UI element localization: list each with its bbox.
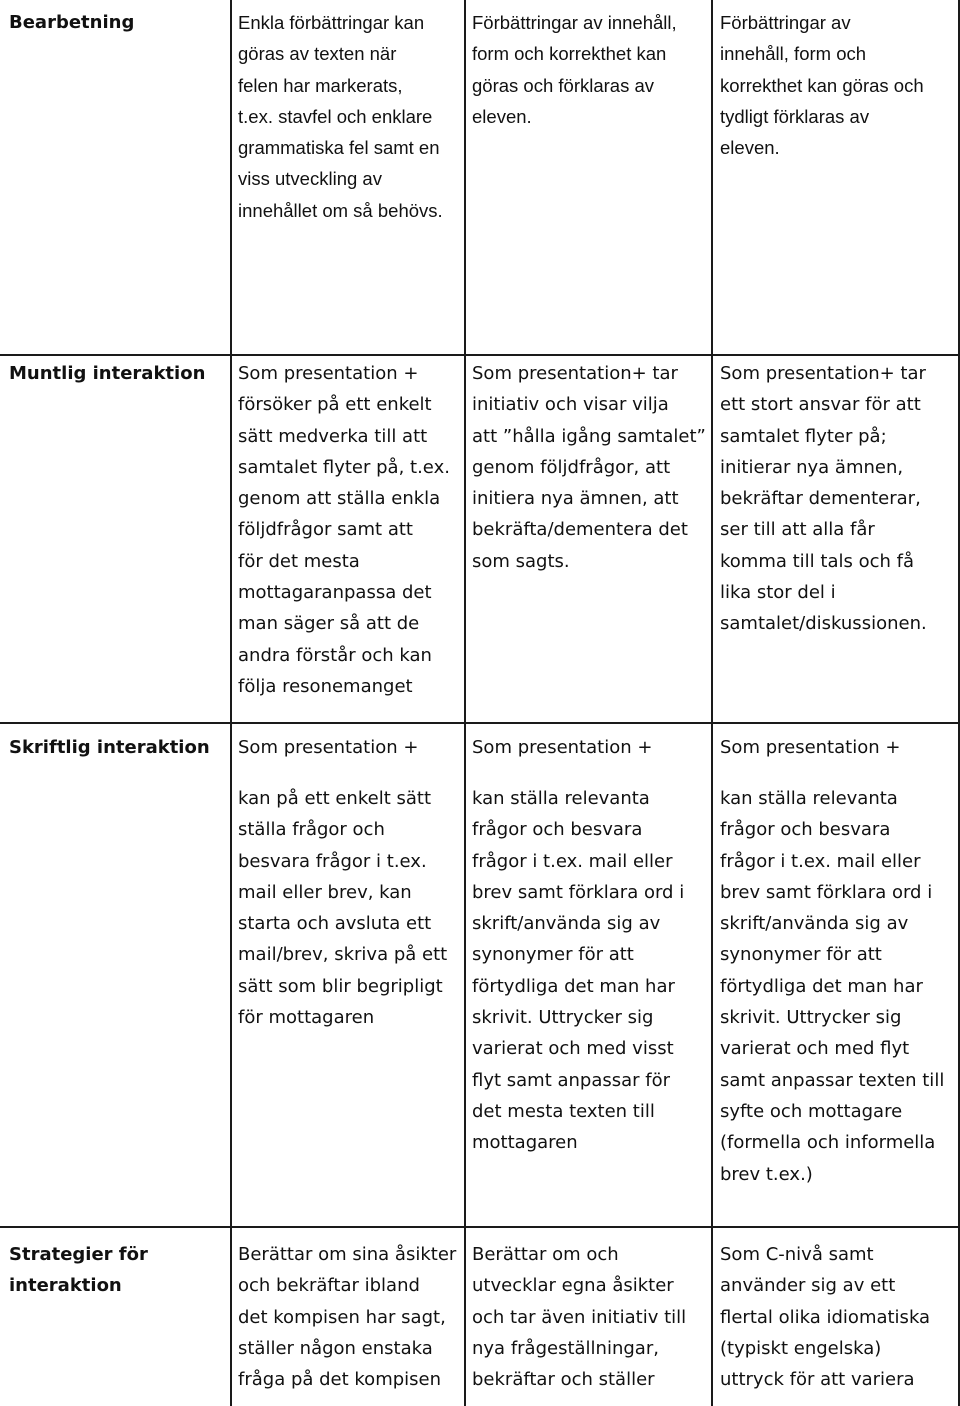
row-label-bearbetning: Bearbetning (9, 12, 135, 33)
table-cell: Som presentation + (238, 737, 419, 758)
table-cell: Som presentation+ tar ett stort ansvar för att samtalet flyter på; initierar nya ämnen, bekräftar dementerar, ser till att alla får komma till tals och få lika stor del i samtalet/diskussionen. (720, 363, 927, 635)
table-cell: kan ställa relevanta frågor och besvara frågor i t.ex. mail eller brev samt förklara ord i skrift/använda sig av synonymer för att förtydliga det man har skrivit. Uttrycker sig varierat och med flyt samt anpassar texten till syfte och mottagare (formella och informella brev t.ex.) (720, 788, 945, 1185)
column-divider (464, 0, 466, 1406)
table-cell: Som presentation + försöker på ett enkelt sätt medverka till att samtalet flyter på, t.ex. genom att ställa enkla följdfrågor samt att för det mesta mottagaranpassa det man säger så att de andra förstår och kan följa resonemanget (238, 363, 450, 697)
column-divider (711, 0, 713, 1406)
table-cell: kan ställa relevanta frågor och besvara frågor i t.ex. mail eller brev samt förklara ord i skrift/använda sig av synonymer för att förtydliga det man har skrivit. Uttrycker sig varierat och med visst flyt samt anpassar för det mesta texten till mottagaren (472, 788, 685, 1154)
table-cell: Som presentation + (472, 737, 653, 758)
row-label-skriftlig-interaktion: Skriftlig interaktion (9, 737, 210, 758)
table-cell: Berättar om och utvecklar egna åsikter och tar även initiativ till nya frågeställningar, bekräftar och ställer (472, 1244, 687, 1391)
table-cell: Som C-nivå samt använder sig av ett flertal olika idiomatiska (typiskt engelska) uttryck för att variera (720, 1244, 931, 1391)
table-cell: Som presentation + (720, 737, 901, 758)
row-divider (0, 354, 960, 356)
table-cell: Enkla förbättringar kan göras av texten när felen har markerats, t.ex. stavfel och enklare grammatiska fel samt en viss utveckling av innehållet om så behövs. (238, 12, 443, 221)
row-label-strategier: Strategier för interaktion (9, 1244, 148, 1297)
column-divider (230, 0, 232, 1406)
table-cell: Förbättringar av innehåll, form och korrekthet kan göras och förklaras av eleven. (472, 12, 677, 127)
row-divider (0, 722, 960, 724)
table-cell: Som presentation+ tar initiativ och visar vilja att ”hålla igång samtalet” genom följdfrågor, att initiera nya ämnen, att bekräfta/dementera det som sagts. (472, 363, 706, 572)
table-cell: Berättar om sina åsikter och bekräftar ibland det kompisen har sagt, ställer någon enstaka fråga på det kompisen (238, 1244, 457, 1391)
row-divider (0, 1226, 960, 1228)
table-cell: Förbättringar av innehåll, form och korrekthet kan göras och tydligt förklaras av eleven. (720, 12, 924, 159)
table-cell: kan på ett enkelt sätt ställa frågor och besvara frågor i t.ex. mail eller brev, kan starta och avsluta ett mail/brev, skriva på ett sätt som blir begripligt för mottagaren (238, 788, 448, 1029)
row-label-muntlig-interaktion: Muntlig interaktion (9, 363, 206, 384)
